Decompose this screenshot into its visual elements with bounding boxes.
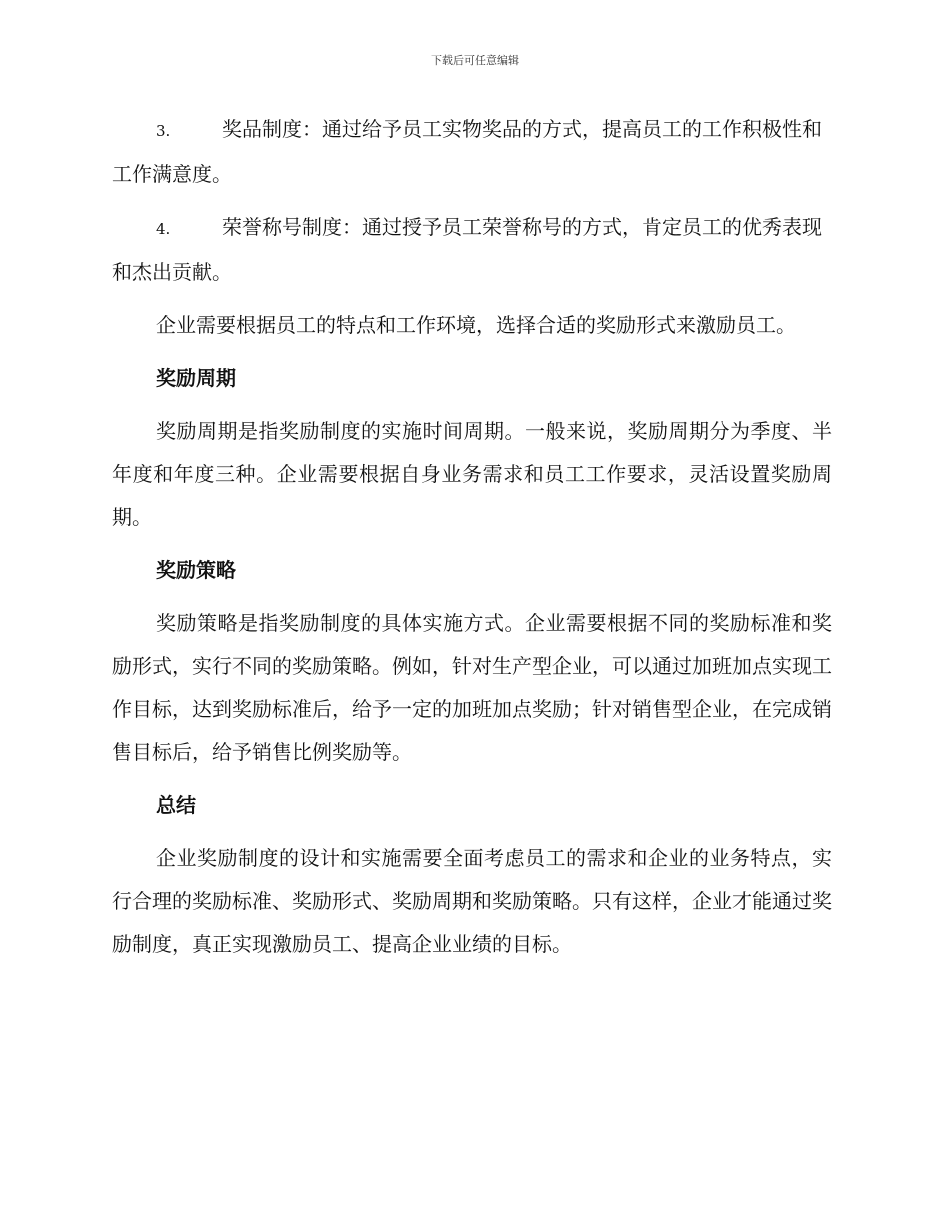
section-body-reward-cycle: 奖励周期是指奖励制度的实施时间周期。一般来说，奖励周期分为季度、半年度和年度三种。企业需要根据自身业务需求和员工工作要求，灵活设置奖励周期。 <box>112 419 832 529</box>
section-heading-reward-cycle: 奖励周期 <box>156 366 236 390</box>
section-body-reward-strategy: 奖励策略是指奖励制度的具体实施方式。企业需要根据不同的奖励标准和奖励形式，实行不同的奖励策略。例如，针对生产型企业，可以通过加班加点实现工作目标，达到奖励标准后，给予一定的加班加点奖励；针对销售型企业，在完成销售目标后，给予销售比例奖励等。 <box>112 611 832 764</box>
page-header: 下载后可任意编辑 <box>431 54 519 67</box>
section-heading-summary: 总结 <box>156 793 196 817</box>
list-item-number: 4. <box>156 220 171 238</box>
list-item <box>112 108 832 196</box>
section-heading-reward-strategy: 奖励策略 <box>156 558 236 582</box>
list-item-text: 荣誉称号制度：通过授予员工荣誉称号的方式，肯定员工的优秀表现和杰出贡献。 <box>112 215 822 284</box>
list-item-text: 奖品制度：通过给予员工实物奖品的方式，提高员工的工作积极性和工作满意度。 <box>112 117 822 186</box>
intro-paragraph: 企业需要根据员工的特点和工作环境，选择合适的奖励形式来激励员工。 <box>156 313 796 337</box>
document-body <box>112 108 832 976</box>
list-item-number: 3. <box>156 122 171 140</box>
section-body-summary: 企业奖励制度的设计和实施需要全面考虑员工的需求和企业的业务特点，实行合理的奖励标准、奖励形式、奖励周期和奖励策略。只有这样，企业才能通过奖励制度，真正实现激励员工、提高企业业绩的目标。 <box>112 846 832 956</box>
list-item <box>112 206 832 294</box>
